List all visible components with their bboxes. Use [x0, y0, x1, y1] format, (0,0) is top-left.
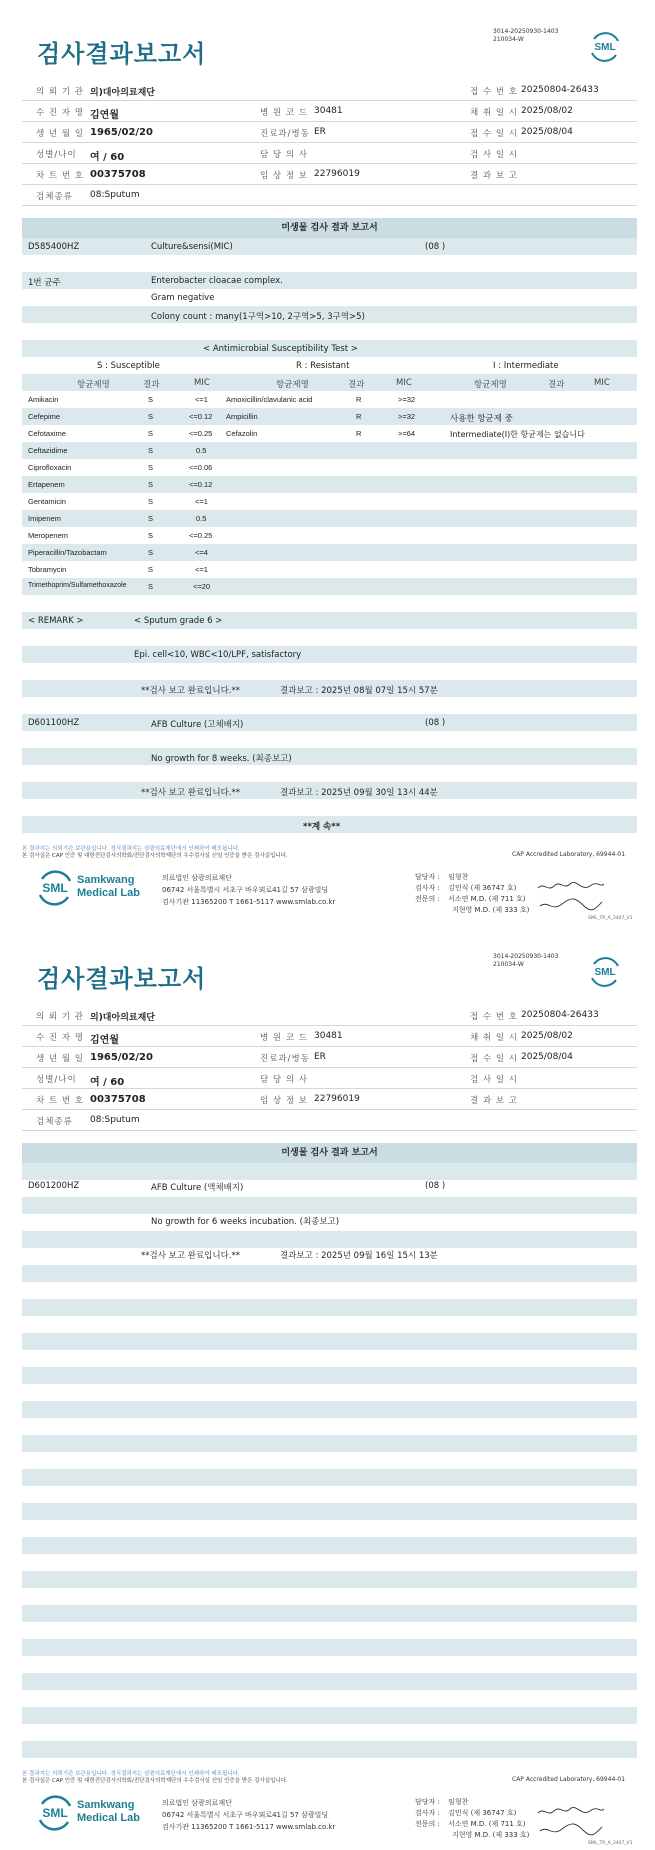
dept-label: 진료과/병동: [260, 129, 310, 139]
samkwang-wordmark-line2: Medical Lab: [77, 887, 140, 899]
specimen-label: 검체종류: [36, 192, 73, 202]
patient-info-table: [22, 80, 637, 206]
ast-mic: >=32: [398, 395, 416, 404]
sex-age-label: 성별/나이: [36, 150, 77, 160]
dob-value: 1965/02/20: [90, 1052, 153, 1063]
test-result: No growth for 8 weeks. (최종보고): [151, 754, 292, 764]
ast-mic: <=0.25: [189, 531, 213, 540]
samkwang-wordmark-line2: Medical Lab: [77, 1812, 140, 1824]
document-number-line1: 3014-20250930-1403: [493, 28, 559, 35]
ast-result: S: [148, 480, 154, 489]
info-row: [22, 1005, 637, 1026]
sml-logo-icon: [588, 30, 622, 64]
samkwang-wordmark: [77, 874, 140, 900]
report-page-2: [0, 925, 655, 1850]
ast-agent: Trimethoprim/Sulfamethoxazole: [28, 582, 127, 589]
doctor-label: 담 당 의 사: [260, 150, 308, 160]
footer-org: 의료법인 삼광의료재단: [162, 874, 232, 882]
tester-value: 김민식 (제 36747 호): [448, 884, 517, 892]
test-name: Culture&sensi(MIC): [151, 242, 233, 252]
dob-value: 1965/02/20: [90, 127, 153, 138]
stripe-line: [22, 323, 637, 340]
col-header-result: 결과: [348, 380, 365, 390]
samkwang-logo-text: SML: [42, 881, 68, 895]
footer-notice: 본 결과지는 의뢰기관 보관용입니다. 정식결과지는 삼광의료재단에서 인쇄하여 배포됩니다.: [22, 1771, 240, 1777]
intermediate-note-1: 사용한 항균제 중: [450, 414, 513, 424]
receipt-no-label: 접 수 번 호: [470, 87, 518, 97]
document-number: [493, 28, 558, 44]
stripe-line: [22, 459, 637, 476]
stripe-line: [22, 1622, 637, 1639]
specialist-2: 지현영 M.D. (제 333 호): [452, 906, 530, 914]
stripe-line: [22, 1231, 637, 1248]
stripe-line: [22, 1401, 637, 1418]
stripe-line: [22, 1520, 637, 1537]
colony-count: Colony count : many(1구역>10, 2구역>5, 3구역>5): [151, 312, 365, 322]
chart-value: 00375708: [90, 169, 146, 180]
ast-title: < Antimicrobial Susceptibility Test >: [203, 344, 358, 354]
ast-result: S: [148, 463, 154, 472]
col-header-agent: 항균제명: [276, 380, 309, 390]
stripe-line: [22, 476, 637, 493]
test-specimen: (08 ): [425, 242, 446, 252]
receipt-date-value: 2025/08/04: [521, 127, 573, 137]
receipt-no-value: 20250804-26433: [521, 1010, 599, 1020]
stripe-line: [22, 1741, 637, 1758]
clinical-label: 임 상 정 보: [260, 171, 308, 181]
tester-label: 검사자 :: [415, 1809, 440, 1817]
ast-agent: Piperacillin/Tazobactam: [28, 548, 107, 557]
section-title: 미생물 검사 결과 보고서: [22, 218, 637, 238]
stripe-line: [22, 1639, 637, 1656]
footer-license: 검사기관 11365200 T 1661-5117 www.smlab.co.kr: [162, 898, 336, 906]
ast-result: S: [148, 548, 154, 557]
ast-result: S: [148, 582, 154, 591]
stripe-line: [22, 799, 637, 816]
stripe-line: [22, 1282, 637, 1299]
dept-value: ER: [314, 127, 326, 137]
footer-org: 의료법인 삼광의료재단: [162, 1799, 232, 1807]
document-number-line1: 3014-20250930-1403: [493, 953, 559, 960]
clinical-value: 22796019: [314, 1094, 360, 1104]
stripe-line: [22, 714, 637, 731]
patient-label: 수 진 자 명: [36, 1033, 84, 1043]
stripe-line: [22, 442, 637, 459]
samkwang-logo-icon: [35, 868, 75, 908]
stripe-line: [22, 1486, 637, 1503]
doctor-label: 담 당 의 사: [260, 1075, 308, 1085]
receipt-date-label: 접 수 일 시: [470, 1054, 518, 1064]
report-complete: **검사 보고 완료입니다.**: [141, 1251, 241, 1261]
organism-name: Enterobacter cloacae complex.: [151, 276, 283, 286]
tester-value: 김민식 (제 36747 호): [448, 1809, 517, 1817]
stripe-line: [22, 255, 637, 272]
sml-logo-text: SML: [594, 967, 616, 978]
stripe-line: [22, 1367, 637, 1384]
stripe-line: [22, 1265, 637, 1282]
chart-label: 차 트 번 호: [36, 171, 84, 181]
col-header-agent: 항균제명: [77, 380, 110, 390]
test-date-label: 검 사 일 시: [470, 1075, 518, 1085]
remark-grade: < Sputum grade 6 >: [134, 616, 223, 626]
ast-mic: <=0.12: [189, 412, 213, 421]
stripe-line: [22, 1452, 637, 1469]
requester-label: 의 뢰 기 관: [36, 87, 84, 97]
stripe-line: [22, 646, 637, 663]
stripe-line: [22, 1724, 637, 1741]
form-code: SML_TR_A_2407_V1: [588, 1841, 633, 1846]
ast-mic: 0.5: [196, 446, 207, 455]
collect-date-value: 2025/08/02: [521, 1031, 573, 1041]
ast-agent: Ertapenem: [28, 480, 65, 489]
stripe-line: [22, 1690, 637, 1707]
stripe-line: [22, 1316, 637, 1333]
ast-agent: Meropenem: [28, 531, 69, 540]
sex-age-label: 성별/나이: [36, 1075, 77, 1085]
stripe-line: [22, 1350, 637, 1367]
specialist-1: 서소연 M.D. (제 711 호): [448, 895, 526, 903]
stripe-line: [22, 1163, 637, 1180]
samkwang-logo-text: SML: [42, 1806, 68, 1820]
staff-value: 임형찬: [448, 873, 469, 881]
staff-value: 임형찬: [448, 1798, 469, 1806]
collect-date-value: 2025/08/02: [521, 106, 573, 116]
test-code: D601100HZ: [28, 718, 80, 728]
patient-label: 수 진 자 명: [36, 108, 84, 118]
continue-label: **계 속**: [303, 822, 341, 832]
gram-stain: Gram negative: [151, 293, 215, 303]
col-header-result: 결과: [548, 380, 565, 390]
clinical-label: 임 상 정 보: [260, 1096, 308, 1106]
stripe-line: [22, 1537, 637, 1554]
ast-agent: Cefotaxime: [28, 429, 66, 438]
document-number: [493, 953, 558, 969]
requester-value: 의)대아의료재단: [90, 1013, 155, 1023]
ast-result: S: [148, 531, 154, 540]
hospital-code-label: 병 원 코 드: [260, 1033, 308, 1043]
test-result: No growth for 6 weeks incubation. (최종보고): [151, 1217, 340, 1227]
chart-value: 00375708: [90, 1094, 146, 1105]
ast-agent: Ampicillin: [226, 412, 258, 421]
stripe-line: [22, 1656, 637, 1673]
stripe-line: [22, 612, 637, 629]
info-row: [22, 1068, 637, 1089]
ast-result: R: [356, 429, 362, 438]
col-header-agent: 항균제명: [474, 380, 507, 390]
chart-label: 차 트 번 호: [36, 1096, 84, 1106]
stripe-line: [22, 731, 637, 748]
footer-signatories: [415, 872, 529, 916]
ast-agent: Ceftazidime: [28, 446, 68, 455]
collect-date-label: 채 취 일 시: [470, 1033, 518, 1043]
footer-address: [162, 1797, 335, 1833]
report-complete: **검사 보고 완료입니다.**: [141, 686, 241, 696]
ast-mic: <=0.25: [189, 429, 213, 438]
ast-agent: Amikacin: [28, 395, 59, 404]
sml-logo-text: SML: [594, 42, 616, 53]
footer-notice: 본 결과지는 의뢰기관 보관용입니다. 정식결과지는 삼광의료재단에서 인쇄하여 배포됩니다.: [22, 846, 240, 852]
report-datetime: 결과보고 : 2025년 09월 16일 15시 13분: [280, 1251, 438, 1261]
receipt-date-value: 2025/08/04: [521, 1052, 573, 1062]
result-lines: [22, 238, 637, 833]
clinical-value: 22796019: [314, 169, 360, 179]
patient-info-table: [22, 1005, 637, 1131]
col-header-mic: MIC: [194, 378, 210, 388]
tester-label: 검사자 :: [415, 884, 440, 892]
test-code: D585400HZ: [28, 242, 80, 252]
sex-age-value: 여 / 60: [90, 1077, 125, 1088]
stripe-line: [22, 561, 637, 578]
info-row: [22, 185, 637, 206]
form-code: SML_TR_A_2407_V1: [588, 916, 633, 921]
info-row: [22, 143, 637, 164]
report-datetime: 결과보고 : 2025년 08월 07일 15시 57분: [280, 686, 438, 696]
test-code: D601200HZ: [28, 1181, 80, 1191]
stripe-line: [22, 629, 637, 646]
stripe-line: [22, 748, 637, 765]
result-report-label: 결 과 보 고: [470, 171, 518, 181]
footer-signatories: [415, 1797, 529, 1841]
stripe-line: [22, 1418, 637, 1435]
dob-label: 생 년 월 일: [36, 129, 84, 139]
signature-icon: [536, 878, 606, 914]
ast-agent: Gentamicin: [28, 497, 66, 506]
test-name: AFB Culture (고체배지): [151, 720, 244, 730]
ast-result: S: [148, 565, 154, 574]
info-row: [22, 1047, 637, 1068]
staff-label: 담당자 :: [415, 1798, 440, 1806]
stripe-line: [22, 1503, 637, 1520]
footer-accreditation: 본 검사실은 CAP 인증 및 대한진단검사의학회/진단검사의학재단의 우수검사실 신임 인증을 받은 검사실입니다.: [22, 853, 288, 859]
receipt-no-value: 20250804-26433: [521, 85, 599, 95]
stripe-line: [22, 527, 637, 544]
dept-value: ER: [314, 1052, 326, 1062]
stripe-line: [22, 374, 637, 391]
section-title: 미생물 검사 결과 보고서: [22, 1143, 637, 1163]
samkwang-wordmark-line1: Samkwang: [77, 874, 135, 886]
specialist-2: 지현영 M.D. (제 333 호): [452, 1831, 530, 1839]
specimen-value: 08:Sputum: [90, 190, 140, 200]
legend-resistant: R : Resistant: [296, 361, 350, 371]
stripe-line: [22, 493, 637, 510]
stripe-line: [22, 1571, 637, 1588]
dob-label: 생 년 월 일: [36, 1054, 84, 1064]
info-row: [22, 164, 637, 185]
stripe-line: [22, 1435, 637, 1452]
stripe-line: [22, 1588, 637, 1605]
stripe-line: [22, 595, 637, 612]
stripe-line: [22, 1333, 637, 1350]
stripe-line: [22, 238, 637, 255]
ast-result: S: [148, 446, 154, 455]
specialist-label: 전문의 :: [415, 1820, 440, 1828]
info-row: [22, 1026, 637, 1047]
samkwang-logo: [35, 1793, 150, 1835]
hospital-code-value: 30481: [314, 1031, 343, 1041]
ast-mic: <=1: [195, 497, 208, 506]
stripe-line: [22, 697, 637, 714]
stripe-line: [22, 765, 637, 782]
ast-result: R: [356, 395, 362, 404]
ast-agent: Cefepime: [28, 412, 61, 421]
sex-age-value: 여 / 60: [90, 152, 125, 163]
ast-mic: >=64: [398, 429, 416, 438]
stripe-line: [22, 272, 637, 289]
cap-accreditation: CAP Accredited Laboratory, 69944-01: [512, 851, 626, 858]
remark-label: < REMARK >: [28, 616, 84, 626]
hospital-code-value: 30481: [314, 106, 343, 116]
ast-result: S: [148, 429, 154, 438]
info-row: [22, 1089, 637, 1110]
legend-intermediate: I : Intermediate: [493, 361, 559, 371]
info-row: [22, 101, 637, 122]
collect-date-label: 채 취 일 시: [470, 108, 518, 118]
stripe-line: [22, 510, 637, 527]
test-specimen: (08 ): [425, 1181, 446, 1191]
report-datetime: 결과보고 : 2025년 09월 30일 13시 44분: [280, 788, 438, 798]
staff-label: 담당자 :: [415, 873, 440, 881]
receipt-no-label: 접 수 번 호: [470, 1012, 518, 1022]
document-number-line2: 210034-W: [493, 36, 524, 43]
ast-result: S: [148, 395, 154, 404]
receipt-date-label: 접 수 일 시: [470, 129, 518, 139]
stripe-line: [22, 1469, 637, 1486]
stripe-line: [22, 1197, 637, 1214]
col-header-mic: MIC: [594, 378, 610, 388]
signature-icon: [536, 1803, 606, 1839]
ast-agent: Ciprofloxacin: [28, 463, 72, 472]
test-name: AFB Culture (액체배지): [151, 1183, 244, 1193]
stripe-line: [22, 1707, 637, 1724]
ast-mic: <=0.06: [189, 463, 213, 472]
footer-street: 06742 서울특별시 서초구 바우뫼로41길 57 삼광빌딩: [162, 1811, 329, 1819]
patient-value: 김연월: [90, 110, 119, 121]
samkwang-logo-icon: [35, 1793, 75, 1833]
result-report-label: 결 과 보 고: [470, 1096, 518, 1106]
ast-result: S: [148, 514, 154, 523]
report-complete: **검사 보고 완료입니다.**: [141, 788, 241, 798]
sml-logo-icon: [588, 955, 622, 989]
stripe-line: [22, 1605, 637, 1622]
stripe-line: [22, 663, 637, 680]
col-header-result: 결과: [143, 380, 160, 390]
ast-agent: Imipenem: [28, 514, 61, 523]
ast-mic: 0.5: [196, 514, 207, 523]
stripe-line: [22, 1299, 637, 1316]
report-title: 검사결과보고서: [37, 40, 207, 68]
samkwang-wordmark-line1: Samkwang: [77, 1799, 135, 1811]
document-number-line2: 210034-W: [493, 961, 524, 968]
stripe-line: [22, 391, 637, 408]
info-row: [22, 1110, 637, 1131]
ast-agent: Cefazolin: [226, 429, 258, 438]
patient-value: 김연월: [90, 1035, 119, 1046]
info-row: [22, 122, 637, 143]
ast-result: S: [148, 497, 154, 506]
specialist-label: 전문의 :: [415, 895, 440, 903]
stripe-line: [22, 289, 637, 306]
test-date-label: 검 사 일 시: [470, 150, 518, 160]
footer-address: [162, 872, 335, 908]
ast-mic: <=20: [193, 582, 211, 591]
report-title: 검사결과보고서: [37, 965, 207, 993]
stripe-line: [22, 408, 637, 425]
ast-agent: Amoxicillin/clavulanic acid: [226, 395, 313, 404]
cap-accreditation: CAP Accredited Laboratory, 69944-01: [512, 1776, 626, 1783]
footer-accreditation: 본 검사실은 CAP 인증 및 대한진단검사의학회/진단검사의학재단의 우수검사실 신임 인증을 받은 검사실입니다.: [22, 1778, 288, 1784]
specimen-value: 08:Sputum: [90, 1115, 140, 1125]
ast-agent: Tobramycin: [28, 565, 67, 574]
specimen-label: 검체종류: [36, 1117, 73, 1127]
footer-street: 06742 서울특별시 서초구 바우뫼로41길 57 삼광빌딩: [162, 886, 329, 894]
remark-text: Epi. cell<10, WBC<10/LPF, satisfactory: [134, 650, 302, 660]
footer-license: 검사기관 11365200 T 1661-5117 www.smlab.co.kr: [162, 1823, 336, 1831]
specialist-1: 서소연 M.D. (제 711 호): [448, 1820, 526, 1828]
stripe-line: [22, 544, 637, 561]
samkwang-logo: [35, 868, 150, 910]
ast-result: R: [356, 412, 362, 421]
ast-result: S: [148, 412, 154, 421]
samkwang-wordmark: [77, 1799, 140, 1825]
stripe-line: [22, 1554, 637, 1571]
requester-value: 의)대아의료재단: [90, 88, 155, 98]
ast-mic: >=32: [398, 412, 416, 421]
requester-label: 의 뢰 기 관: [36, 1012, 84, 1022]
info-row: [22, 80, 637, 101]
dept-label: 진료과/병동: [260, 1054, 310, 1064]
legend-susceptible: S : Susceptible: [97, 361, 160, 371]
ast-mic: <=0.12: [189, 480, 213, 489]
ast-mic: <=4: [195, 548, 208, 557]
test-specimen: (08 ): [425, 718, 446, 728]
stripe-line: [22, 1673, 637, 1690]
intermediate-note-2: Intermediate(I)한 항균제는 없습니다: [450, 430, 585, 439]
ast-mic: <=1: [195, 395, 208, 404]
stripe-line: [22, 1180, 637, 1197]
col-header-mic: MIC: [396, 378, 412, 388]
isolate-label: 1번 균주: [28, 278, 61, 288]
stripe-line: [22, 1384, 637, 1401]
ast-mic: <=1: [195, 565, 208, 574]
hospital-code-label: 병 원 코 드: [260, 108, 308, 118]
